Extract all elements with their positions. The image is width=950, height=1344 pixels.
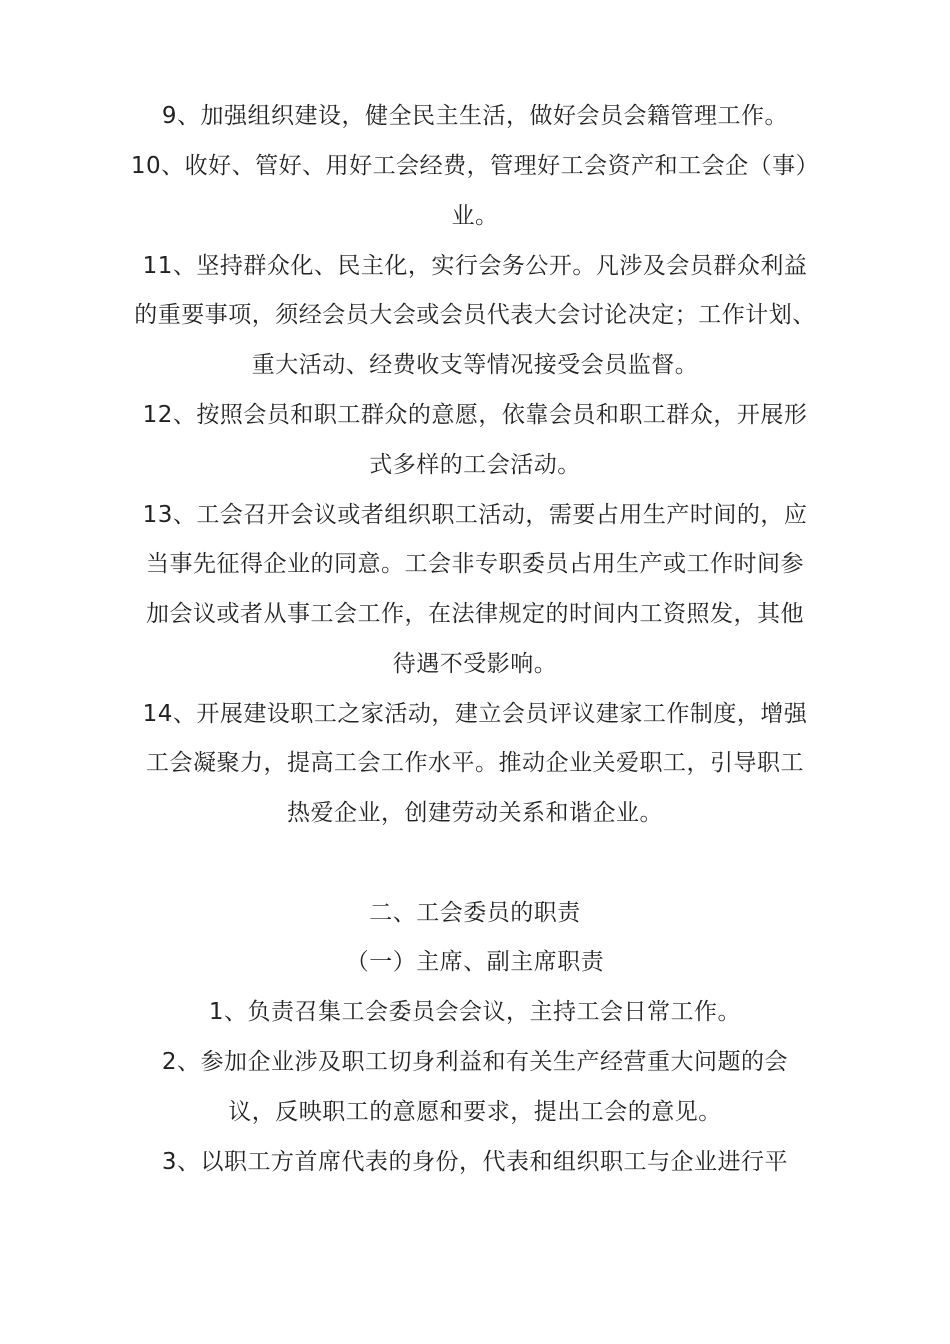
section-heading: 二、工会委员的职责 — [369, 900, 581, 926]
text-line: 式多样的工会活动。 — [369, 452, 581, 478]
text-line: 12、按照会员和职工群众的意愿，依靠会员和职工群众，开展形 — [142, 402, 808, 428]
text-line: 待遇不受影响。 — [392, 651, 558, 677]
text-line: 的重要事项，须经会员大会或会员代表大会讨论决定；工作计划、 — [134, 302, 816, 328]
text-line: 热爱企业，创建劳动关系和谐企业。 — [287, 800, 663, 826]
text-line: 1、负责召集工会委员会会议，主持工会日常工作。 — [208, 999, 742, 1025]
text-line: 3、以职工方首席代表的身份，代表和组织职工与企业进行平 — [161, 1149, 789, 1175]
subsection-heading: （一）主席、副主席职责 — [345, 949, 605, 975]
text-line: 14、开展建设职工之家活动，建立会员评议建家工作制度，增强 — [142, 701, 808, 727]
text-line: 重大活动、经费收支等情况接受会员监督。 — [251, 352, 699, 378]
text-line: 9、加强组织建设，健全民主生活，做好会员会籍管理工作。 — [161, 103, 789, 129]
text-line: 11、坚持群众化、民主化，实行会务公开。凡涉及会员群众利益 — [142, 253, 808, 279]
text-line: 10、收好、管好、用好工会经费，管理好工会资产和工会企（事） — [130, 153, 820, 179]
text-line: 工会凝聚力，提高工会工作水平。推动企业关爱职工，引导职工 — [146, 750, 804, 776]
text-line: 业。 — [451, 203, 499, 229]
text-line: 议，反映职工的意愿和要求，提出工会的意见。 — [228, 1099, 722, 1125]
text-line: 加会议或者从事工会工作，在法律规定的时间内工资照发，其他 — [146, 601, 804, 627]
text-line: 当事先征得企业的同意。工会非专职委员占用生产或工作时间参 — [146, 551, 804, 577]
text-line: 13、工会召开会议或者组织职工活动，需要占用生产时间的，应 — [142, 502, 808, 528]
text-line: 2、参加企业涉及职工切身利益和有关生产经营重大问题的会 — [161, 1049, 789, 1075]
